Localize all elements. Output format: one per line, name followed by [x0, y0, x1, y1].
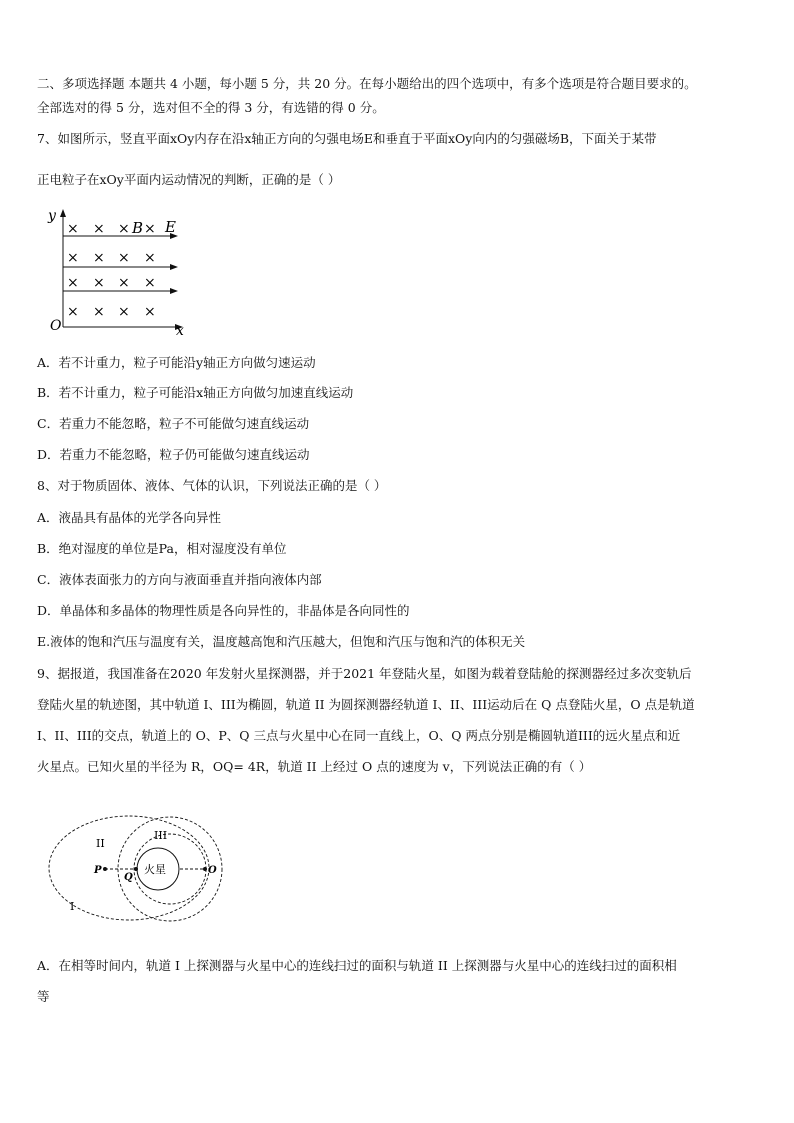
point-o: [203, 867, 207, 871]
q8-option-d: D．单晶体和多晶体的物理性质是各向异性的，非晶体是各向同性的: [37, 603, 410, 618]
cross-icon: ×: [93, 304, 105, 320]
q7-field-diagram: [40, 205, 200, 340]
mars-label: 火星: [144, 863, 166, 876]
q7-stem-line1: 7、如图所示，竖直平面xOy内存在沿x轴正方向的匀强电场E和垂直于平面xOy向内的匀强磁场B，下面关于某带: [37, 131, 657, 146]
cross-icon: ×: [144, 221, 156, 237]
cross-icon: ×: [93, 250, 105, 266]
q8-option-b: B．绝对湿度的单位是Pa，相对湿度没有单位: [37, 541, 287, 556]
q9-option-a-line2: 等: [37, 989, 50, 1004]
y-axis-label: y: [48, 208, 56, 224]
q9-orbit-diagram: [42, 793, 242, 923]
q8-option-c: C．液体表面张力的方向与液面垂直并指向液体内部: [37, 572, 322, 587]
point-q: [134, 867, 138, 871]
field-arrow-icon: [170, 288, 178, 294]
cross-icon: ×: [67, 304, 79, 320]
y-axis-arrow-icon: [60, 209, 66, 217]
q8-stem: 8、对于物质固体、液体、气体的认识，下列说法正确的是（ ）: [37, 478, 387, 493]
x-axis-label: x: [176, 323, 184, 339]
q7-option-b: B．若不计重力，粒子可能沿x轴正方向做匀加速直线运动: [37, 385, 354, 400]
section-header-line1: 二、多项选择题 本题共 4 小题，每小题 5 分，共 20 分。在每小题给出的四个选项中，有多个选项是符合题目要求的。: [37, 76, 697, 91]
cross-icon: ×: [118, 250, 130, 266]
cross-icon: ×: [67, 275, 79, 291]
label-q: Q: [124, 872, 133, 883]
q9-stem-line1: 9、据报道，我国准备在2020 年发射火星探测器，并于2021 年登陆火星，如图为载着登陆舱的探测器经过多次变轨后: [37, 666, 692, 681]
cross-icon: ×: [144, 304, 156, 320]
cross-icon: ×: [118, 304, 130, 320]
q7-option-a: A．若不计重力，粒子可能沿y轴正方向做匀速运动: [37, 355, 316, 370]
q7-option-d: D．若重力不能忽略，粒子仍可能做匀速直线运动: [37, 447, 310, 462]
q8-option-a: A．液晶具有晶体的光学各向异性: [37, 510, 222, 525]
label-o: O: [208, 865, 217, 876]
cross-icon: ×: [118, 275, 130, 291]
label-orbit-i: I: [70, 900, 75, 913]
q9-stem-line3: I、II、III的交点，轨道上的 O、P、Q 三点与火星中心在同一直线上，O、Q 两点分别是椭圆轨道III的远火星点和近: [37, 728, 681, 743]
cross-icon: ×: [67, 221, 79, 237]
q7-stem-line2: 正电粒子在xOy平面内运动情况的判断，正确的是（ ）: [37, 172, 341, 187]
e-field-label: E: [165, 218, 176, 236]
label-p: P: [94, 865, 102, 876]
q9-option-a-line1: A．在相等时间内，轨道 I 上探测器与火星中心的连线扫过的面积与轨道 II 上探测器与火星中心的连线扫过的面积相: [37, 958, 677, 973]
origin-label: O: [50, 318, 62, 334]
field-arrow-icon: [170, 264, 178, 270]
section-header-line2: 全部选对的得 5 分，选对但不全的得 3 分，有选错的得 0 分。: [37, 100, 385, 115]
b-field-label: B: [132, 219, 144, 237]
cross-icon: ×: [67, 250, 79, 266]
point-p: [103, 867, 107, 871]
cross-icon: ×: [144, 250, 156, 266]
label-orbit-ii: II: [96, 837, 105, 850]
q7-option-c: C．若重力不能忽略，粒子不可能做匀速直线运动: [37, 416, 310, 431]
q9-stem-line4: 火星点。已知火星的半径为 R，OQ= 4R，轨道 II 上经过 O 点的速度为 v，下列说法正确的有（ ）: [37, 759, 592, 774]
label-orbit-iii: III: [154, 829, 168, 842]
cross-icon: ×: [93, 275, 105, 291]
q8-option-e: E.液体的饱和汽压与温度有关，温度越高饱和汽压越大，但饱和汽压与饱和汽的体积无关: [37, 634, 526, 649]
q9-stem-line2: 登陆火星的轨迹图，其中轨道 I、III为椭圆，轨道 II 为圆探测器经轨道 I、II、III运动后在 Q 点登陆火星，O 点是轨道: [37, 697, 695, 712]
cross-icon: ×: [93, 221, 105, 237]
cross-icon: ×: [144, 275, 156, 291]
cross-icon: ×: [118, 221, 130, 237]
